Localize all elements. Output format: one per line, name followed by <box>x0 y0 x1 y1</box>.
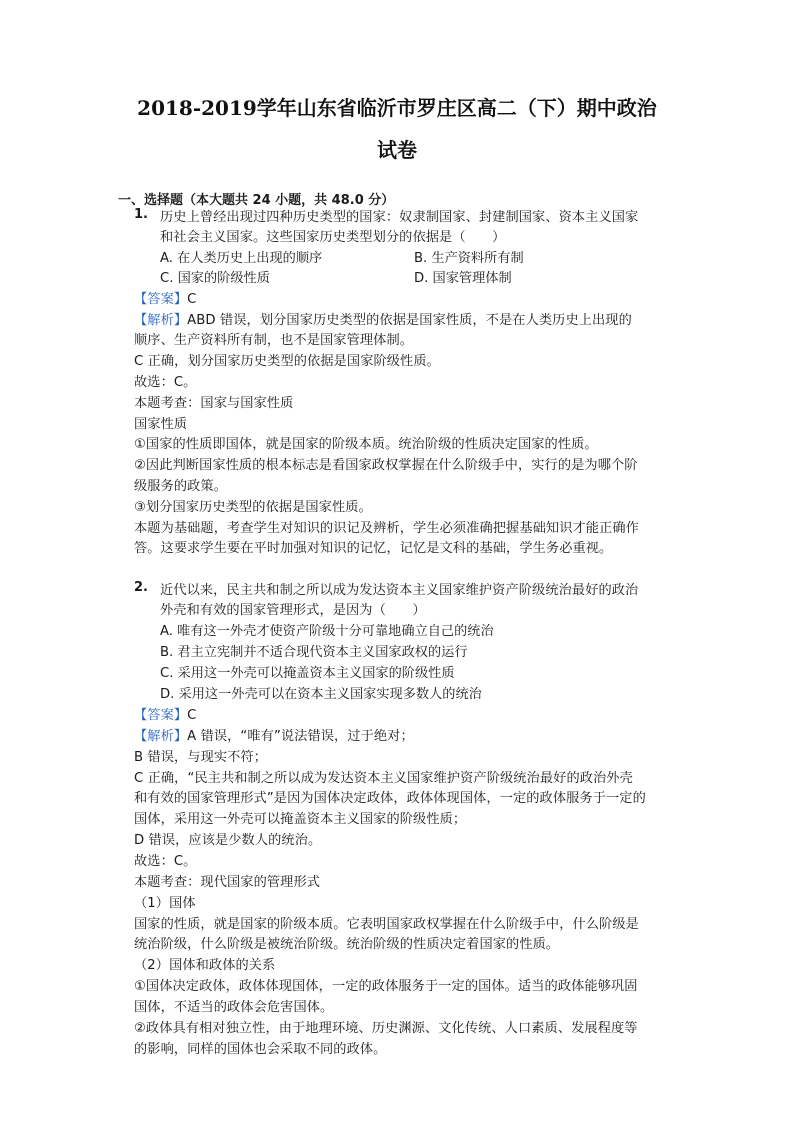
answer-value: C <box>187 708 197 723</box>
analysis-line: 国体，不适当的政体会危害国体。 <box>134 1000 334 1015</box>
option-b: B. 君主立宪制并不适合现代资本主义国家政权的运行 <box>160 645 468 660</box>
analysis-line: 的影响，同样的国体也会采取不同的政体。 <box>134 1042 387 1057</box>
analysis-line: ②政体具有相对独立性，由于地理环境、历史渊源、文化传统、人口素质、发展程度等 <box>134 1021 638 1036</box>
analysis-line: 级服务的政策。 <box>134 479 228 494</box>
analysis-line: 国家的性质，就是国家的阶级本质。它表明国家政权掌握在什么阶级手中，什么阶级是 <box>134 917 639 932</box>
analysis-line <box>134 727 414 747</box>
analysis-line: ③划分国家历史类型的依据是国家性质。 <box>134 500 372 515</box>
analysis-line: （2）国体和政体的关系 <box>134 958 276 973</box>
analysis-line: 本题为基础题，考查学生对知识的识记及辨析，学生必须准确把握基础知识才能正确作 <box>134 521 639 536</box>
question-stem-line: 近代以来，民主共和制之所以成为发达资本主义国家维护资产阶级统治最好的政治 <box>160 583 639 598</box>
answer-tag: 【答案】 <box>134 708 188 723</box>
analysis-line: 答。这要求学生要在平时加强对知识的记忆，记忆是文科的基础，学生务必重视。 <box>134 541 613 556</box>
question-stem-line: 外壳和有效的国家管理形式，是因为（ ） <box>160 603 426 618</box>
question-stem-line: 和社会主义国家。这些国家历史类型划分的依据是（ ） <box>160 230 506 245</box>
analysis-line: （1）国体 <box>134 896 196 911</box>
analysis-line: D 错误，应该是少数人的统治。 <box>134 833 322 848</box>
analysis-tag: 【解析】 <box>134 729 188 744</box>
option-c: C. 采用这一外壳可以掩盖资本主义国家的阶级性质 <box>160 666 455 681</box>
analysis-text: ABD 错误，划分国家历史类型的依据是国家性质，不是在人类历史上出现的 <box>187 313 632 328</box>
question-stem-line: 历史上曾经出现过四种历史类型的国家：奴隶制国家、封建制国家、资本主义国家 <box>160 210 639 225</box>
option-d: D. 采用这一外壳可以在资本主义国家实现多数人的统治 <box>160 687 482 702</box>
analysis-tag: 【解析】 <box>134 313 188 328</box>
analysis-text: A 错误，“唯有”说法错误，过于绝对； <box>187 729 414 744</box>
answer-line <box>134 290 196 310</box>
analysis-line: 统治阶级，什么阶级是被统治阶级。统治阶级的性质决定着国家的性质。 <box>134 937 560 952</box>
analysis-line: 国家性质 <box>134 417 188 432</box>
document-title-continued: 试卷 <box>377 138 417 162</box>
option-c: C. 国家的阶级性质 <box>160 271 270 286</box>
answer-line <box>134 706 196 726</box>
answer-value: C <box>187 292 197 307</box>
analysis-line: C 正确，划分国家历史类型的依据是国家阶级性质。 <box>134 354 440 369</box>
option-a: A. 在人类历史上出现的顺序 <box>160 251 323 266</box>
document-title: 2018-2019学年山东省临沂市罗庄区高二（下）期中政治 <box>137 96 657 120</box>
analysis-line: 国体，采用这一外壳可以掩盖资本主义国家的阶级性质； <box>134 812 467 827</box>
option-d: D. 国家管理体制 <box>414 271 512 286</box>
analysis-line <box>134 311 632 331</box>
analysis-line: 本题考查：国家与国家性质 <box>134 396 294 411</box>
analysis-line: C 正确，“民主共和制之所以成为发达资本主义国家维护资产阶级统治最好的政治外壳 <box>134 771 633 786</box>
section-heading: 一、选择题（本大题共 24 小题，共 48.0 分） <box>118 193 395 208</box>
answer-tag: 【答案】 <box>134 292 188 307</box>
analysis-line: ①国体决定政体，政体体现国体，一定的政体服务于一定的国体。适当的政体能够巩固 <box>134 979 638 994</box>
question-number: 1. <box>134 207 148 222</box>
analysis-line: B 错误，与现实不符； <box>134 750 268 765</box>
analysis-line: 故选：C。 <box>134 854 197 869</box>
question-number: 2. <box>134 580 148 595</box>
analysis-line: ①国家的性质即国体，就是国家的阶级本质。统治阶级的性质决定国家的性质。 <box>134 437 598 452</box>
analysis-line: 顺序、生产资料所有制，也不是国家管理体制。 <box>134 333 414 348</box>
option-b: B. 生产资料所有制 <box>414 251 524 266</box>
option-a: A. 唯有这一外壳才使资产阶级十分可靠地确立自己的统治 <box>160 624 494 639</box>
analysis-line: 故选：C。 <box>134 375 197 390</box>
analysis-line: 和有效的国家管理形式”是因为国体决定政体，政体体现国体，一定的政体服务于一定的 <box>134 791 646 806</box>
analysis-line: ②因此判断国家性质的根本标志是看国家政权掌握在什么阶级手中，实行的是为哪个阶 <box>134 458 638 473</box>
analysis-line: 本题考查：现代国家的管理形式 <box>134 875 321 890</box>
